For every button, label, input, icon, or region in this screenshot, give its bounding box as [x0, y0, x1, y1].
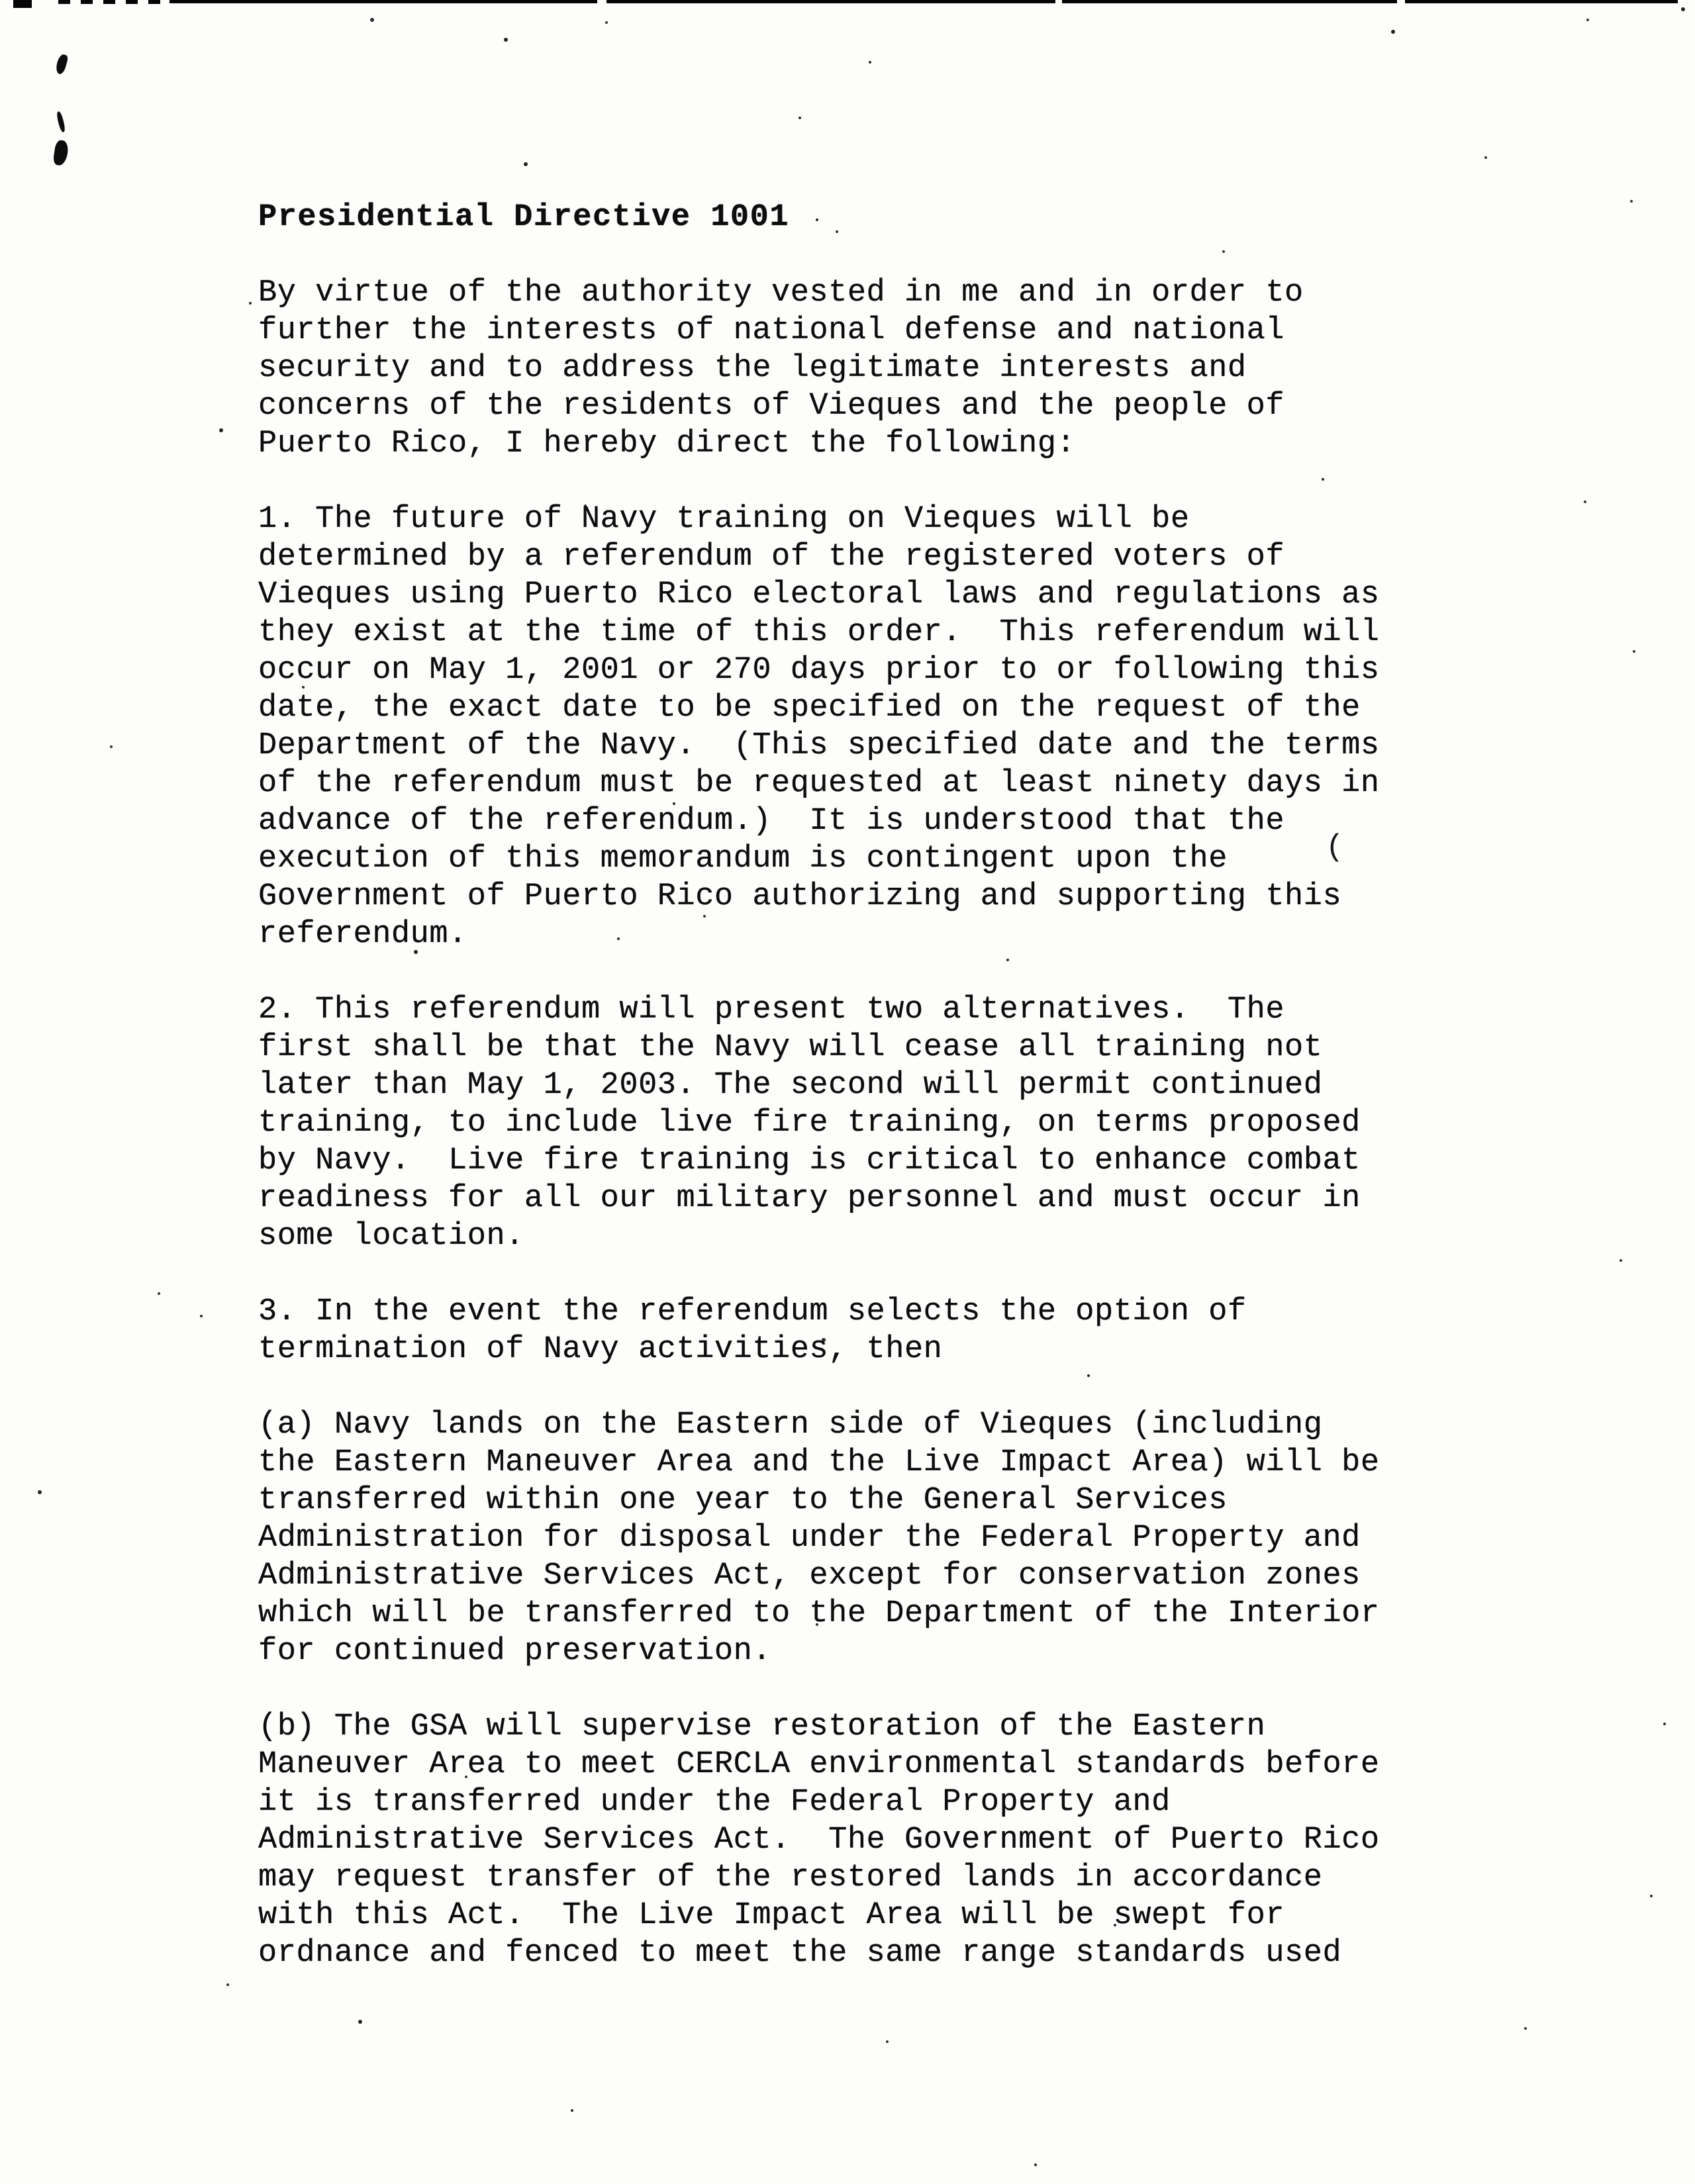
text-line: the Eastern Maneuver Area and the Live Impact Area) will be [258, 1445, 1380, 1480]
scan-edge-artifact [170, 0, 1678, 3]
text-line: for continued preservation. [258, 1634, 772, 1669]
text-line: referendum. [258, 917, 467, 952]
margin-ink-mark [52, 140, 69, 166]
text-line: which will be transferred to the Department of the Interior [258, 1596, 1380, 1631]
text-line: later than May 1, 2003. The second will permit continued [258, 1068, 1323, 1103]
text-line: first shall be that the Navy will cease all training not [258, 1030, 1323, 1065]
text-line: advance of the referendum.) It is understood that the [258, 804, 1285, 839]
text-line: Administrative Services Act, except for conservation zones [258, 1558, 1361, 1593]
paragraph [258, 991, 1424, 1255]
text-line: occur on May 1, 2001 or 270 days prior to or following this [258, 653, 1380, 688]
document-content [258, 199, 1424, 1972]
text-line: (a) Navy lands on the Eastern side of Vieques (including [258, 1407, 1323, 1443]
text-line: with this Act. The Live Impact Area will be swept for [258, 1898, 1285, 1933]
text-line: training, to include live fire training, on terms proposed [258, 1106, 1361, 1141]
text-line: By virtue of the authority vested in me and in order to [258, 275, 1304, 310]
text-line: (b) The GSA will supervise restoration of the Eastern [258, 1709, 1266, 1744]
text-line: Administrative Services Act. The Government of Puerto Rico [258, 1823, 1380, 1858]
scan-edge-artifact [13, 0, 32, 8]
scan-edge-gap [1397, 0, 1405, 5]
text-line: further the interests of national defense and national [258, 313, 1285, 348]
text-line: date, the exact date to be specified on the request of the [258, 690, 1361, 726]
stray-paren-mark: ( [1326, 830, 1344, 865]
text-line: Government of Puerto Rico authorizing and supporting this [258, 879, 1342, 914]
text-line: termination of Navy activities, then [258, 1332, 943, 1367]
margin-ink-mark [56, 111, 66, 133]
text-line: of the referendum must be requested at least ninety days in [258, 766, 1380, 801]
text-line: determined by a referendum of the registered voters of [258, 540, 1285, 575]
margin-ink-mark [54, 54, 69, 75]
text-line: execution of this memorandum is contingent upon the [258, 841, 1228, 877]
text-line: Maneuver Area to meet CERCLA environmental standards before [258, 1747, 1380, 1782]
scan-edge-gap [597, 0, 606, 5]
text-line: transferred within one year to the General Services [258, 1483, 1228, 1518]
paragraph [258, 1293, 1424, 1368]
text-line: Puerto Rico, I hereby direct the following: [258, 426, 1076, 461]
text-line: concerns of the residents of Vieques and the people of [258, 389, 1285, 424]
noise-specks [0, 0, 3, 3]
text-line: by Navy. Live fire training is critical to enhance combat [258, 1143, 1361, 1178]
paragraph [258, 1708, 1424, 1972]
text-line: Vieques using Puerto Rico electoral laws and regulations as [258, 577, 1380, 612]
text-line: may request transfer of the restored lands in accordance [258, 1860, 1323, 1895]
text-line: 3. In the event the referendum selects the option of [258, 1294, 1247, 1329]
paragraph [258, 1406, 1424, 1670]
text-line: security and to address the legitimate interests and [258, 351, 1247, 386]
text-line: ordnance and fenced to meet the same range standards used [258, 1936, 1342, 1971]
paragraph [258, 274, 1424, 463]
text-line: Department of the Navy. (This specified date and the terms [258, 728, 1380, 763]
text-line: it is transferred under the Federal Property and [258, 1785, 1171, 1820]
scan-edge-gap [1055, 0, 1062, 5]
document-title: Presidential Directive 1001 [258, 200, 790, 235]
text-line: readiness for all our military personnel and must occur in [258, 1181, 1361, 1216]
text-line: Administration for disposal under the Federal Property and [258, 1521, 1361, 1556]
scan-edge-artifact [58, 0, 170, 4]
paragraphs [258, 274, 1424, 1972]
text-line: they exist at the time of this order. This referendum will [258, 615, 1380, 650]
text-line: 2. This referendum will present two alternatives. The [258, 992, 1285, 1027]
paragraph [258, 500, 1424, 953]
text-line: 1. The future of Navy training on Vieques will be [258, 502, 1190, 537]
text-line: some location. [258, 1219, 524, 1254]
